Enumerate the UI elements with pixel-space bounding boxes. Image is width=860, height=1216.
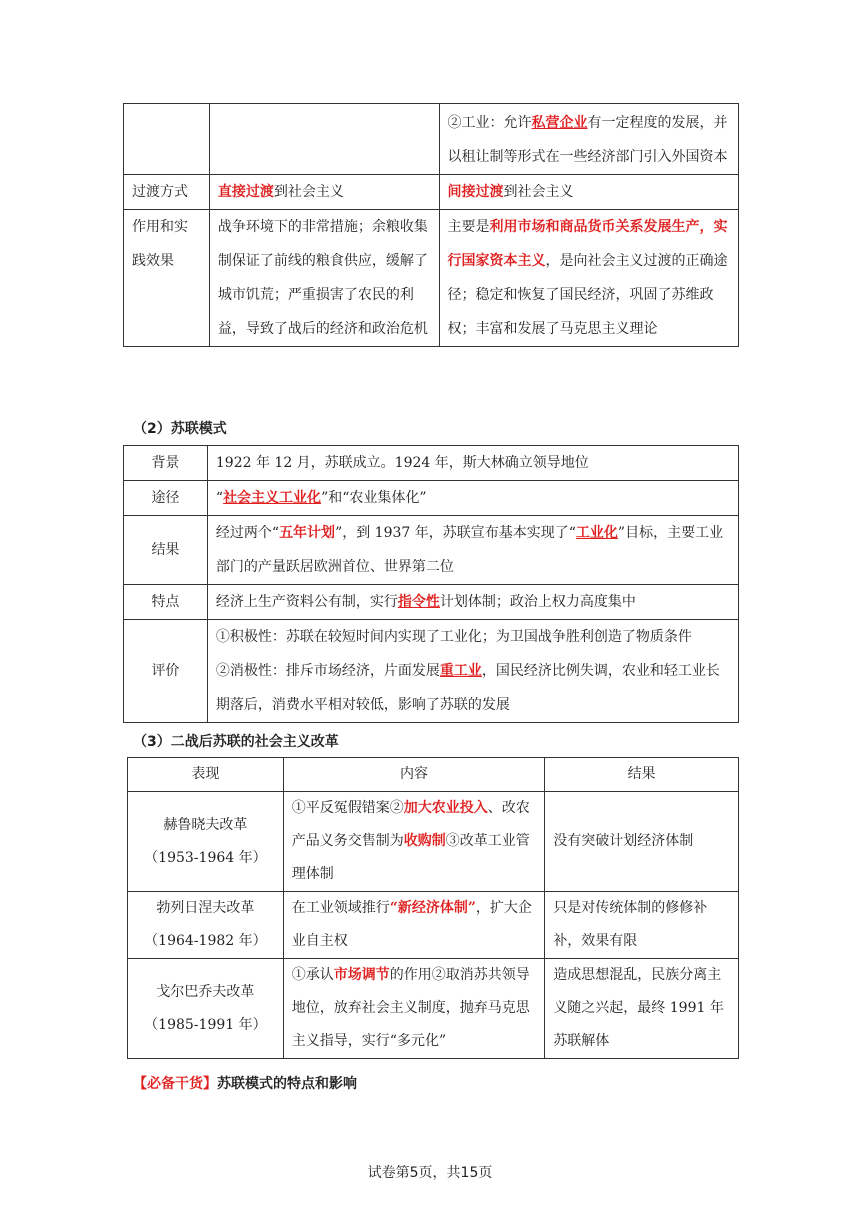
table-row: 勃列日涅夫改革 （1964-1982 年） 在工业领域推行“新经济体制”，扩大企业自主权 只是对传统体制的修修补补，效果有限 [128,892,739,959]
table-row: 赫鲁晓夫改革 （1953-1964 年） ①平反冤假错案②加大农业投入、改农产品义务交售制为收购制③改革工业管理体制 没有突破计划经济体制 [128,792,739,892]
row-label: 评价 [124,620,208,723]
table-row: 作用和实践效果 战争环境下的非常措施；余粮收集制保证了前线的粮食供应，缓解了城市饥荒；严重损害了农民的利益，导致了战后的经济和政治危机 主要是利用市场和商品货币关系发展生产，实行国家资本主义，是向社会主义过渡的正确途径；稳定和恢复了国民经济，巩固了苏维政权；丰富和发展了马克思主义理论 [124,210,739,347]
industry-cell: ②工业：允许私营企业有一定程度的发展，并以租让制等形式在一些经济部门引入外国资本 [439,104,739,175]
column-header: 内容 [283,758,545,792]
emphasis-text: 直接过渡 [217,184,274,200]
row-label: 过渡方式 [124,175,210,210]
table-row: 戈尔巴乔夫改革 （1985-1991 年） ①承认市场调节的作用②取消苏共领导地位，放弃社会主义制度，抛弃马克思主义指导，实行“多元化” 造成思想混乱，民族分离主义随之兴起，最终 1991 年苏联解体 [128,959,739,1059]
row-label: 作用和实践效果 [124,210,210,347]
emphasis-text: “新经济体制” [389,900,476,916]
must-know-heading: 【必备干货】苏联模式的特点和影响 [133,1076,357,1092]
column-header: 表现 [128,758,284,792]
table-row: 结果 经过两个“五年计划”，到 1937 年，苏联宣布基本实现了“工业化”目标，主要工业部门的产量跃居欧洲首位、世界第二位 [124,516,739,585]
table-header-row [128,758,739,792]
emphasis-text: 指令性 [397,594,440,610]
emphasis-text: 五年计划 [279,525,336,541]
emphasis-text: 私营企业 [531,115,588,131]
section-title: （3）二战后苏联的社会主义改革 [133,734,339,750]
soviet-model-table [123,445,739,723]
reform-name: 赫鲁晓夫改革 [163,816,248,833]
reform-table [127,757,739,1059]
row-label: 特点 [124,585,208,620]
row-label: 途径 [124,481,208,516]
row-label: 背景 [124,446,208,481]
table-row: 评价 ①积极性：苏联在较短时间内实现了工业化；为卫国战争胜利创造了物质条件 ②消极性：排斥市场经济，片面发展重工业，国民经济比例失调，农业和轻工业长期落后，消费水平相对较低，影响了苏联的发展 [124,620,739,723]
emphasis-text: 工业化 [575,525,618,541]
emphasis-text: 加大农业投入 [403,800,488,816]
table-row: 过渡方式 直接过渡到社会主义 间接过渡到社会主义 [124,175,739,210]
column-header: 结果 [545,758,739,792]
reform-years: （1985-1991 年） [144,1016,267,1033]
table-row [124,104,739,175]
table-row: 途径 “社会主义工业化”和“农业集体化” [124,481,739,516]
emphasis-text: 社会主义工业化 [223,490,322,506]
comparison-table [123,103,739,347]
reform-years: （1964-1982 年） [144,933,267,949]
page-footer: 试卷第5页，共15页 [367,1165,493,1181]
emphasis-text: 利用市场和商品货币关系发展生产，实行国家资本主义 [447,219,728,269]
table-row: 特点 经济上生产资料公有制，实行指令性计划体制；政治上权力高度集中 [124,585,739,620]
row-label: 结果 [124,516,208,585]
emphasis-text: 收购制 [403,833,446,849]
reform-name: 戈尔巴乔夫改革 [156,983,255,1000]
emphasis-text: 重工业 [439,663,482,679]
reform-years: （1953-1964 年） [144,849,267,866]
section-title: （2）苏联模式 [133,421,227,437]
table-row: 背景 1922 年 12 月，苏联成立。1924 年，斯大林确立领导地位 [124,446,739,481]
emphasis-text: 市场调节 [333,967,390,983]
emphasis-text: 间接过渡 [447,184,504,200]
effect-left: 战争环境下的非常措施；余粮收集制保证了前线的粮食供应，缓解了城市饥荒；严重损害了农民的利益，导致了战后的经济和政治危机 [209,210,439,347]
reform-name: 勃列日涅夫改革 [156,900,255,916]
